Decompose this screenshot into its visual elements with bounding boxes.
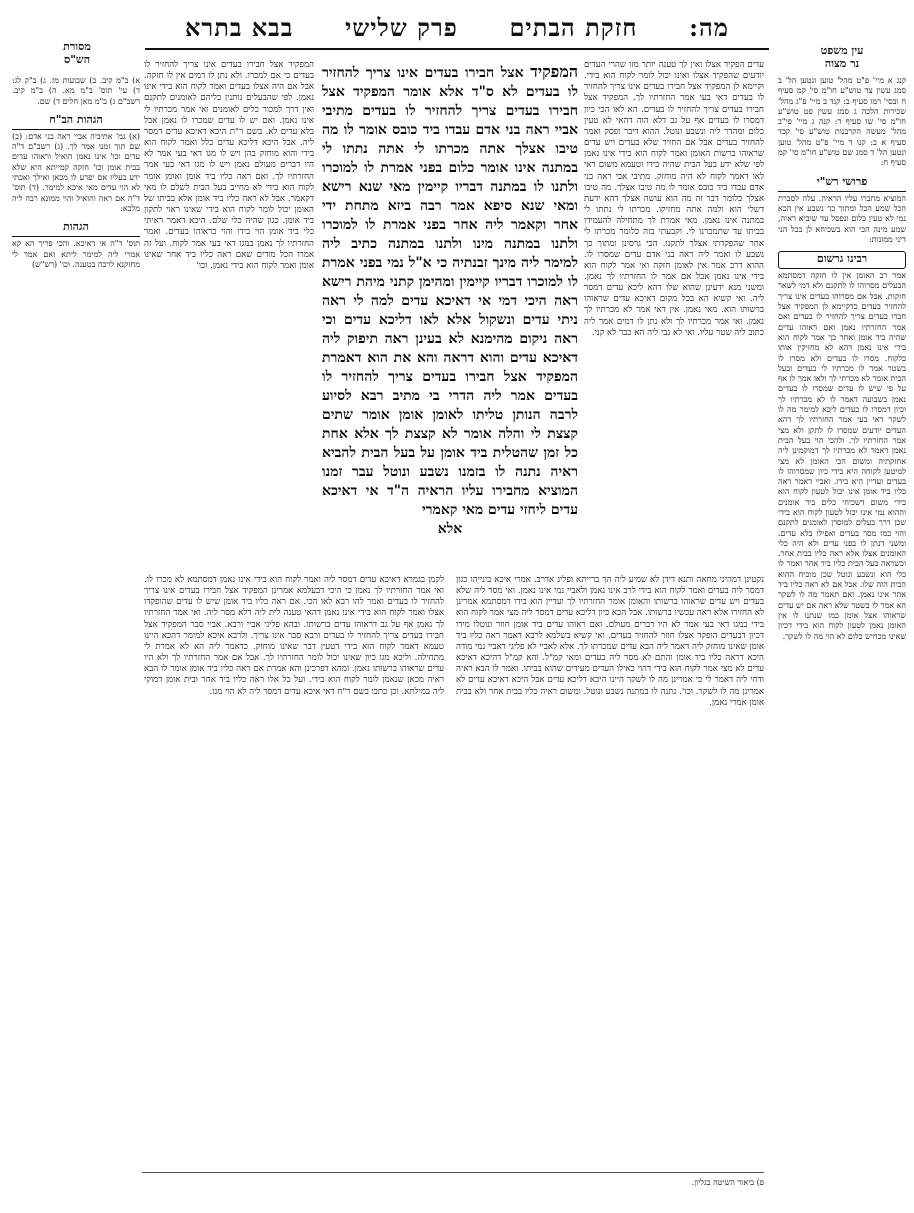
masoret-text: א) ב"מ קיב. ב) שבועות מז. ג) ב"ק לג: ד) עי' תוס' ב"מ מא. ה) ב"מ קיב. רשב"ם ג) ב"מ מאן חלים ד) שם.: [12, 76, 140, 106]
pirushei-rashi-title: פרושי רש"י: [778, 175, 906, 192]
gemara-closing-text: ה"ד אי דאיכא עדים ליחזי עדים מאי קאמרי: [322, 483, 578, 518]
header-divider: [145, 48, 769, 50]
chapter-name: חזקת הבתים: [509, 13, 638, 42]
rabbeinu-gershom-text: אמר רב האומן אין לו חזקה דמסתמא הבעלים מסרוהו לו לתקנם ולא דמי לשאר חזקות. אבל אם מסרוהו בעדים אינו צריך להחזיר בעדים כדקיימא לן המפקיד אצל חברו בעדים צריך להחזיר לו בעדים ואם אמר החזרתיו נאמן ואם ראוהו עדים שהיה ביד אומן ואחר כך אמר לקוח הוא בידי אינו נאמן דהא לא מחזיקין אותו בלקוח. מסרו לו בעדים ולא מסרו לו בשטר אמר לו מכרתיו לי בעדים ובעל הבית אומר לא מכרתי לך ולאו אמר לו אף על פי שיש לו עדים שמסרו לו בעדים נאמן בשבועה דאמר לו לא מכרתיו לך וכיון דמסרו לו בעדים ליכא למימר מה לו לשקר דאי בעי אמר החזרתיו לך דהא העדים יודעים שמסרו לו לתקן ולא מצי אמר החזרתיו לך. ולהכי הוי בעל הבית נאמן דאמר לא מכרתיו לך דמוקמינן ליה אחזקתיה ומשום הכי האומן לא מצי למיטען לקוחה היא בידי כיון שמסרוהו לו בעדים ועדיין היא בידו. ואביי דאמר ראה כליו ביד אומן אינו יכול לטעון לקוח הוא בידי משום דשכיחי כלים ביד אומנים וההוא נמי אינו יכול לטעון לקוח הוא בידי שכן דרך בעלים למוסרן לאומנים לתקנם והוי כמו מסר בעדים ואפילו בלא עדים. ומשני דנתן לו בפני עדים ולא היה כלי האומנים אצלו אלא ראה כליו בבית אחר. וכשראה בעל הבית כליו ביד אחר ואמר לו כלי הוא ונשבע ונוטל שכן מוכיח ההוא הבית הזה שלו. אבל אם לא ראה כליו ביד אחר אינו נאמן. ואם תאמר מה לו לשקר הא אמר לו בשטר שלא ראה אם יש עדים שראוהו אצל אומן כמו שנתנו לו אין האומן נאמן לטעון לקוח הוא בידי דכיון שאינו מכחיש כלום לא הוי מה לו לשקר.: [778, 271, 906, 641]
rashbam-bottom-right: [456, 575, 764, 1168]
gemara-main-text: אצל חבירו בעדים אינו צריך להחזיר לו בעדים לא ס"ד אלא אומר המפקיד אצל חבירו בעדים צריך להחזיר לו בעדים מתיבי אביי ראה בני אדם עבדו ביד כובס אומר לו מה טיבו אצלך אתה מכרתו לי אתה נתתו לי במתנה אינו אומר כלום בפני אמרת לו למוכרו ולתנו לו במתנה דבריו קיימין מאי שנא רישא ומאי שנא סיפא אמר רבה ביזא מתחת ידי אחר וקאמר ליה אחר בפני אמרת לו למוכרו ולתנו במתנה מינו ולתנו במתנה כתיב ליה למימר ליה מינך זבנתיה כי א"ל נמי בפני אמרת לו למוכרו דבריו קיימין ומהימן קתני מיהת רישא ראה היכי דמי אי דאיכא עדים למה לי ראה ניתי עדים ונשקול אלא לאו דליכא עדים וכי ראה ניקום מהימנא לא בעינן ראה תיפוק ליה דאיכא עדים והוא דראה והא את הוא דאמרת המפקיד אצל חבירו בעדים צריך להחזיר לו בעדים אמר ליה הדרי בי מתיב רבא לסיוע לרבה הנותן טליתו לאומן אומן אומר שתים קצצת לי והלה אומר לא קצצת לך אלא אחת כל זמן שהטלית ביד אומן על בעל הבית להביא ראיה נתנה לו בזמנו נשבע ונוטל עבר זמנו המוציא מחבירו עליו הראיה: [322, 65, 578, 499]
hagahot-text: תוס' ד"ה אי דאיכא. והכי פריך הא קא אמרי ליה למימר ליתא ואם אמר לי מחזקנא לרבה בטענה. וכו' (רש"ש): [12, 239, 140, 269]
rashbam-right-text: עדים הפקיד אצלו ואין לך טענה יותר מזו שהרי העדים יודעים שהפקיד אצלו ואינו יכול לומר לקוח הוא בידי. וקיימא לן המפקיד אצל חבירו בעדים אינו צריך להחזיר לו בעדים דאי בעי אמר החזרתיו לך. המפקיד אצל חבירו בעדים צריך להחזיר לו בעדים. הא לאו הכי כיון דמסרו לו בעדים אף על גב דלא הוה דהאי לא טעין כלום ומהדר ליה ונשבע ונוטל. ההוא דיבר ופסק ואמר להחזיר בעדים אבל אם החזיר שלא בעדים ויש עדים שראוהו ברשות האומן ואמר לקוח הוא בידי אינו נאמן לפי שלא ידע בעל הבית שהיה בידו וטעמא משום דאי לאו דאמר לקוח לא היה מוחזק. מתיבי אבי ראה בני אדם עבדו ביד כובס אומר לו מה טיבו אצלך. מה טיבו אצלך כלומר דבר זה מה הוא עושה אצלך דהא ידעת דשלי הוא ולמה אתה מחזיקו. מכרתו לי נתתו לי במתנה אינו נאמן. מאי אמרת לך מתחילה להעמידו בביתו עד שתמכרנו לי. וקבעתי בזה כלומר מכרתו לי אחר שהפקדתי אצלך לתקנו. הכי גרסינן ומתוך כך נשבע לו ואמר ליה ראה בני אדם עדים שמסרו לו. ההוא דרב אמר אין לאומן חזקה ואי אמר לקוח הוא בידי אינו נאמן אבל אם אמר לו החזרתיו לך נאמן. ומשני מנא ידעינן שהוא שלו דהא ליכא עדים דמסר ליה. ואי קשיא הא בכל מקום דאיכא עדים שראוהו ברשותו הוא. מאי נאמן. אין דאי אמר לא מכרתיו לך נאמן. ואי אמר מכרתיו לך ולא נתן לו דמים אמר ליה כתוב ליה שטר עליו. ואי לא גבי ליה הא כבר לא קני.: [584, 60, 764, 338]
masoret-heading-line1: מסורת: [63, 40, 91, 53]
ein-mishpat-heading: [778, 44, 906, 70]
left-margin-column: [12, 76, 140, 436]
rashbam-left-text: המפקיד אצל חבירו בעדים אינו צריך להחזיר לו בעדים כי אם למכרו. ולא נתן לו דמים אין לו חזקה. אבל אם היה אצלו בעדים ואמר לקוח הוא בידי אינו נאמן. לפי שהבעלים נותנין כליהם לאומנים לתקנם ואין דרך למכור כלים לאומנים ואי אמר מכרתיו לי אינו נאמן. ואם יש לו עדים שמכרו לו נאמן אבל בלא עדים לא. בשם ר"ת היכא דאיכא עדים דמסר ליה. אבל היכא דליכא עדים כלל ואמר לקוח הוא בידי והוא מוחזק בהן ויש לו מגו דאי בעי אמר לא היו דברים מעולם נאמן ויש לו מגו דאי בעי אמר החזרתיו לך. ואם ראה כליו ביד אומן ואומן אומר לקוח הוא בידי לא מחייב בעל הבית לשלם לו מאי דקאמר. אבל לא ראה כליו ביד אומן אלא בביתו של האומן יכול לומר לקוח הוא בידי שאינו ראוי לתקון ביד אומן. כגון שהיה כלי שלם. היכא דאמר ראיתי כלי ביד אומן הוי בידו והוי כראוהו בעדים. ואמר החזרתיו לך נאמן במגו דאי בעי אמר לקוח. ועל זה אמרו הכל מודים שאם ראה כליו ביד אחר שאינו אומן ואמר לקוח הוא בידי נאמן. וכו': [144, 60, 314, 271]
footnote: פ) ביאור השיטה בגליון.: [691, 1178, 764, 1187]
ein-mishpat-text: קנג א מיי' פ"ט מהל' טוען ונטען הל' ב סמג עשין צד טוש"ע חו"מ סי' קמ סעיף ח ובסי' רמו סעיף ב: קנד ב מיי' פ"ג מהל' שכירות הלכה ג סמג עשין פט טוש"ע חו"מ סי' שו סעיף ד: קנה ג מיי' פי"ב מהל' מעשה הקרבנות טוש"ע סי' קכד סעיף א ב: קנו ד מיי' פ"ט מהל' טוען ונטען הל' ד סמג שם טוש"ע חו"מ סי' קמ סעיף ח:: [778, 76, 906, 168]
page-header: [145, 8, 769, 48]
tractate-name: בבא בתרא: [185, 13, 294, 42]
footnote-divider: [142, 1172, 764, 1173]
folio-number: מה:: [689, 13, 729, 42]
gemara-opening-word: המפקיד: [530, 62, 578, 81]
ein-mishpat-heading-line1: עין משפט: [820, 44, 864, 57]
gemara-last-word: אלא: [437, 521, 463, 537]
hagahot-bach-text: (א) גמ' אתיביה אביי ראה בני אדם: (ב) שם תוך זמנו אמר לך. (ג) רשב"ם ד"ה עדים וכו' אינו נאמן הואיל וראוהו עדים בבית אומן וכו' חזקה קמייתא היא שלא ידע בעליו אם יפרע לו מכאן ואילך ואכתי לא הוי עדים מאי איכא למימר. (ד) תוס' ד"ה אם ראה והואיל והוי ממונא רבה ליה מלכא:: [12, 131, 140, 213]
ein-mishpat-heading-line2: נר מצוה: [824, 57, 860, 70]
right-margin-column: [778, 76, 906, 1206]
rabbeinu-gershom-title: רבינו גרשום: [778, 251, 906, 269]
pirushei-rashi-text: המוציא מחברו עליו הראיה. עלה לסברת הכל שמע הכל ומתוך כך נשבע אין הכא נמי לא טעין כלום ונפסל עד שיביא ראיה, שמע מינה הכי הוא בשכיחא לן בכל הני דיני ממונות:: [778, 193, 906, 244]
hagahot-bach-title: הגהות הב"ח: [12, 113, 140, 130]
chapter-number: פרק שלישי: [344, 13, 458, 42]
rashbam-column-left: [144, 60, 314, 565]
rashbam-bottom-left: [144, 575, 444, 1168]
masoret-heading-line2: הש"ס: [63, 53, 91, 66]
masoret-hashas-heading: [12, 40, 142, 66]
rashbam-bottom-right-text: נקטינן דמהיני מחאה ותנא דידן לא שמיע ליה הך ברייתא ופליג אדרב. אמרי איכא בינייהו כגון דמסר ליה בעדים ואמר לקוח הוא בידי לרב אינו נאמן ולאביי נמי אינו נאמן. ואי מסר ליה שלא בעדים ויש עדים שראוהו ברשותו והאומן אומר החזרתיו לך ועדיין הוא בידו דמסתמא אמרינן לא החזירו אלא ראה עכשיו ברשותו. אבל הכא כיון דליכא עדים דמסר ליה מצי אמר לקוח הוא בידי במגו דאי בעי אמר לא היו דברים מעולם. ואם ראוהו עדים ביד אומן חוזר ונוטלו מידו דכיון דבעדים הופקד אצלו חוזר להחזיר בעדים. ואי קשיא בשלמא לרבא דאמר ראה כליו ביד אומן שאינו מוחזק ליה דאמר ליה הבא עדים שמכרתו לך. אלא לאביי לא פליגי דאביי נמי מודה היכא דראה כליו ביד אומן והתם לא מסר ליה בעדים ומאי קמ"ל. והא קמ"ל דהיכא דאיכא עדים לא מצי אמר לקוח הוא בידי דהוי כאילו העדים מעידים שהוא בביתו. ואמר לו הבא ראיה ודחי ליה דאמר לי כי אמרינן מה לו לשקר היינו היכא דליכא עדים אבל היכא דאיכא עדים לא אמרינן מה לו לשקר. וכו'. נתנה לו במתנה נשבע ונוטל. ומשום ראיה כליו בבית אחר ולא בבית אומן אמרי נאמן.: [456, 575, 764, 708]
rashbam-column-right: [584, 60, 764, 568]
rashbam-bottom-left-text: לקמן בגמרא דאיכא עדים דמסר ליה ואמר לקוח הוא בידי אינו נאמן דמסתמא לא מכרו לו. ואי אמר החזרתיו לך נאמן כי היכי דבעלמא אמרינן המפקיד אצל חבירו בעדים אינו צריך להחזיר לו בעדים ואמר להו רבא לאו הכי. אם ראה כליו ביד אומן שיש לו עדים שהופקדו אצלו ואמר לקוח הוא בידי אינו נאמן דהאי טענה לית ליה דלא מסר ליה. ואי אמר החזרתיו לך נאמן אף על גב דראוהו עדים ברשותו. ובהא פליגי אביי ורבא. אביי סבר המפקיד אצל חבירו בעדים צריך להחזיר לו בעדים ורבא סבר אינו צריך. ולרבא איכא למימר דהכא היינו טעמא דאמר לקוח הוא בידי דטעין דבר שאינו מוחזק. כדאמר ליה הא לא אמרת לי מתחילה. וליכא מגו כיון שאינו יכול לומר החזרתיו לך. אבל אם אמר החזרתיו לך ולא היו עדים שראוהו ברשותו נאמן. ומהא דפרכינן והא אמרת אם ראה כליו ביד אומן אומר לו הבא ראיה מכאן שנאמן לומר לקוח הוא בידי. ועל כל אלו ראה כליו ביד אחר ובית אומן דמוקי ליה במילתא. וכן כתבו בשם ר"ח דאי איכא עדים דמסר ליה לא הוי מגו.: [144, 575, 444, 697]
hagahot-title: הגהות: [12, 220, 140, 237]
gemara-text-block: [322, 62, 578, 572]
